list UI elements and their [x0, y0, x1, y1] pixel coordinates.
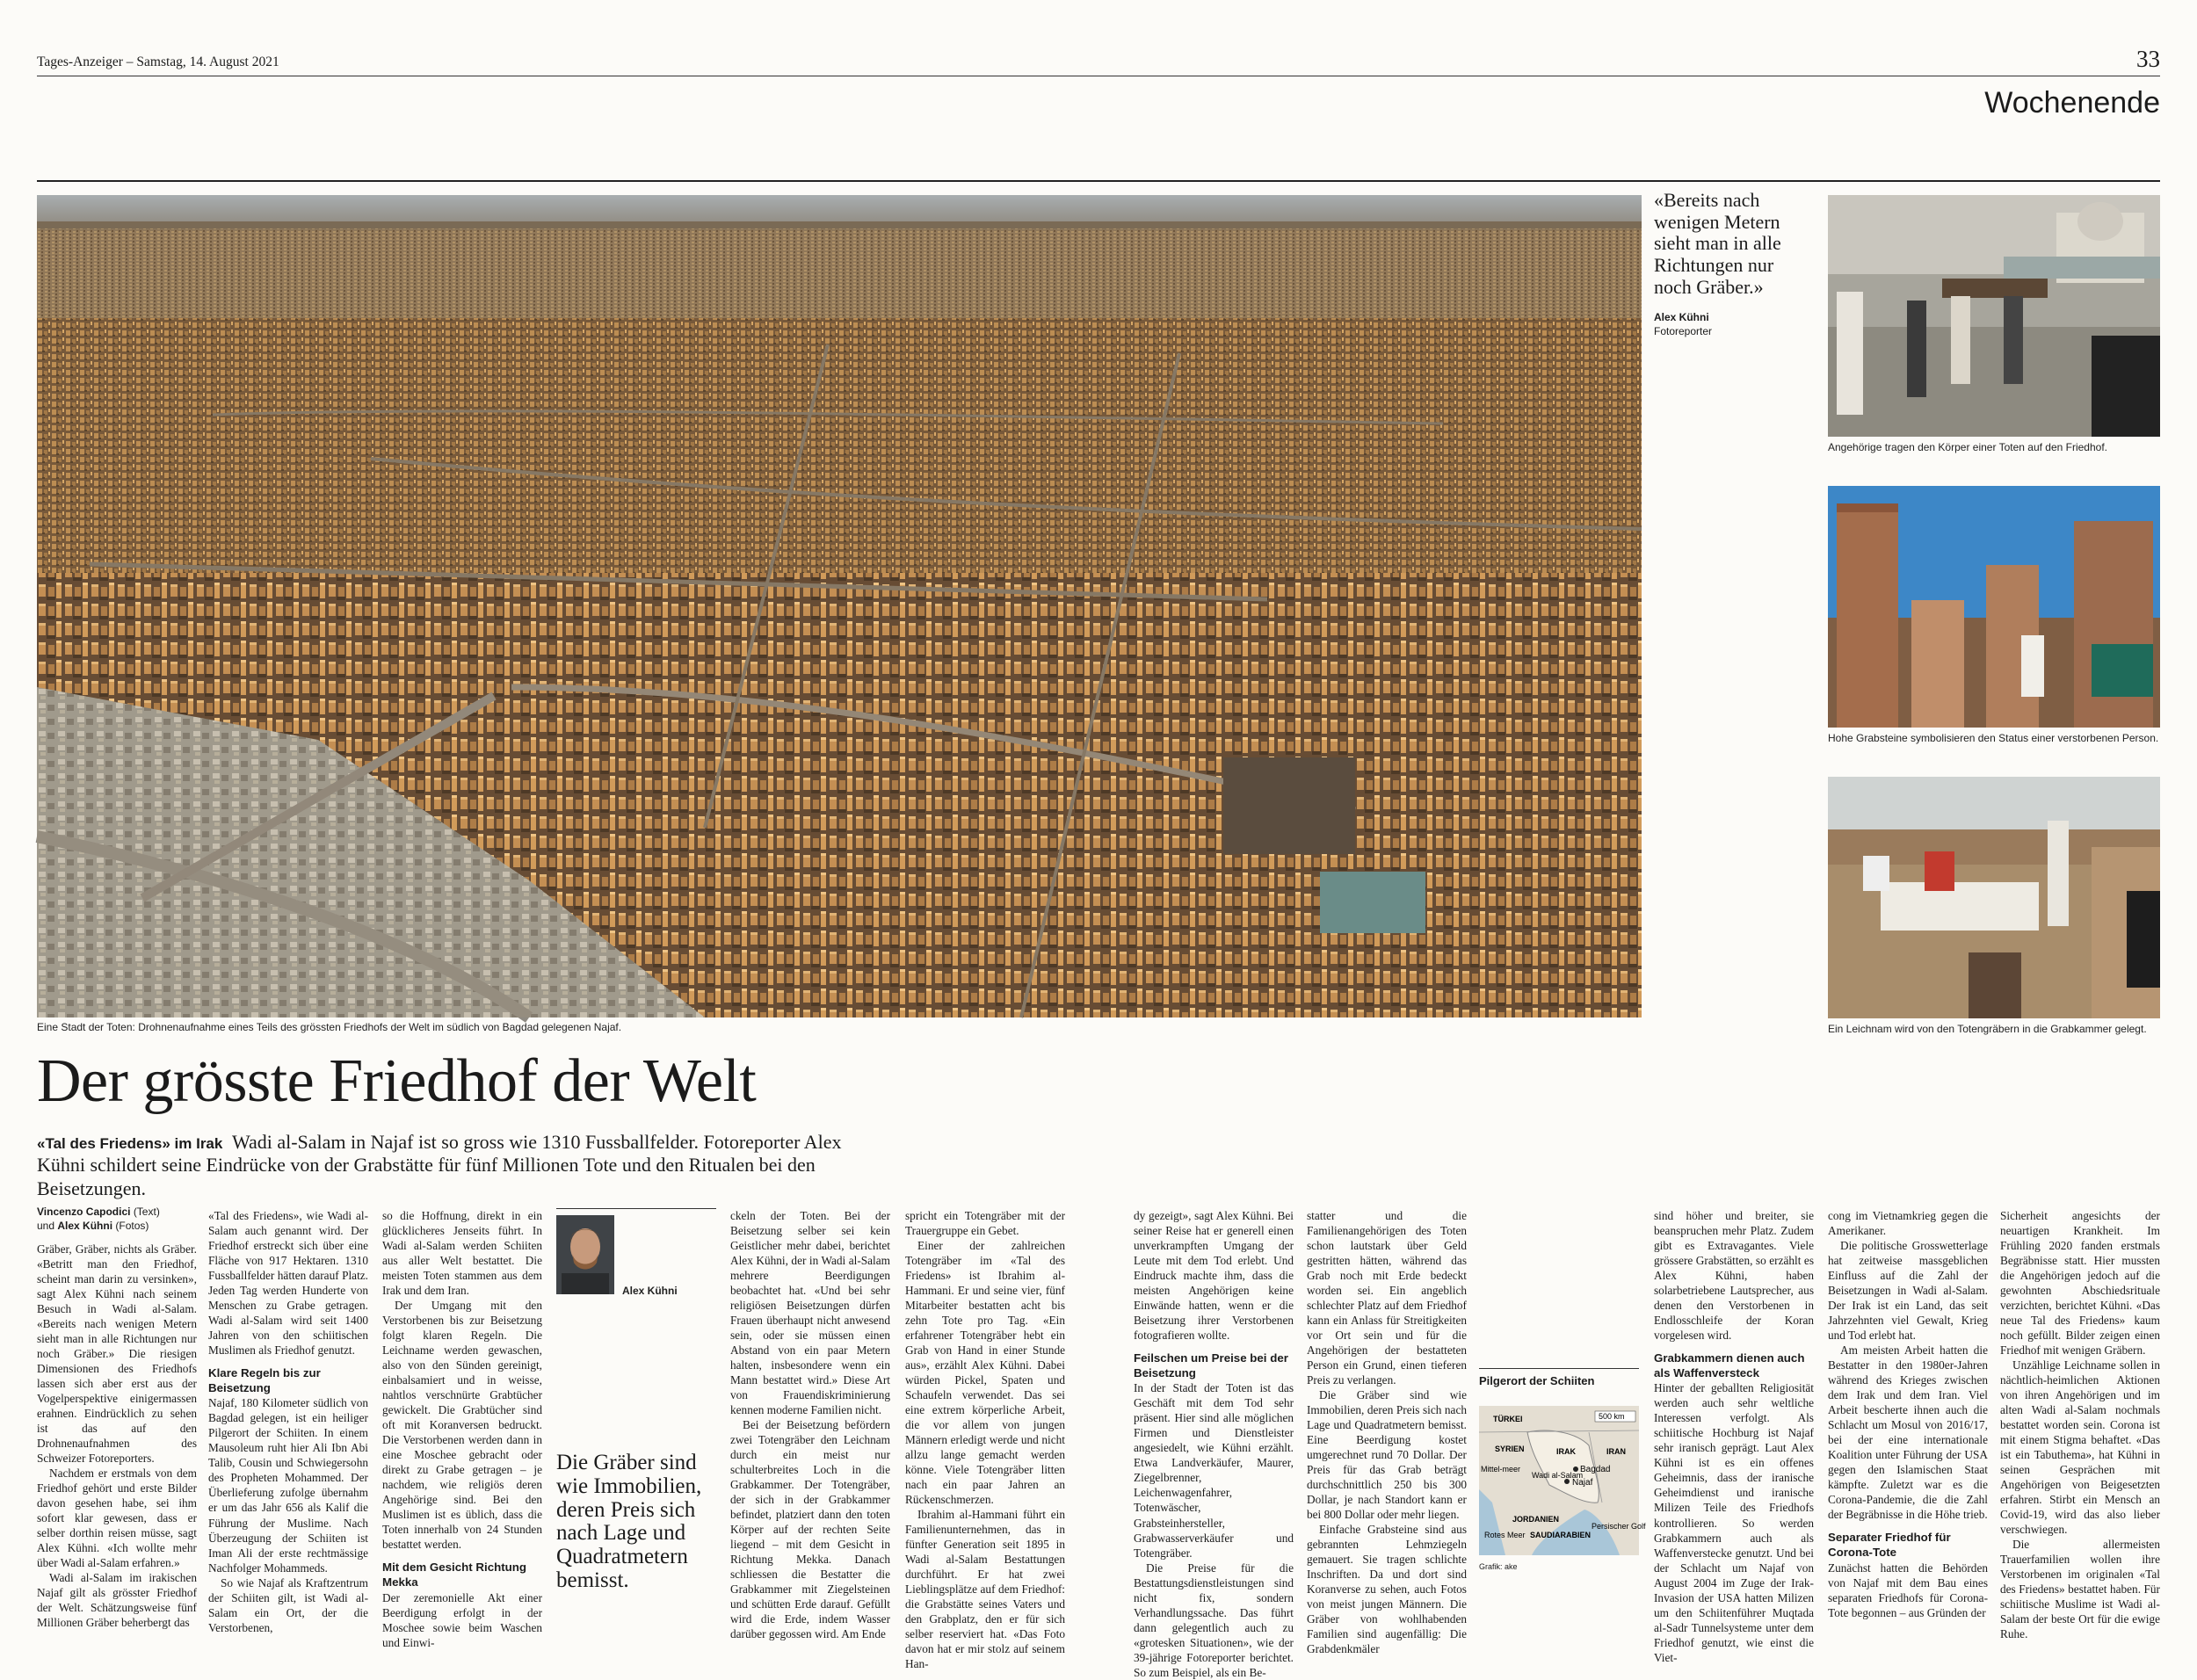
map-label-saudi: SAUDIARABIEN: [1530, 1531, 1592, 1539]
byline-photographer: Alex Kühni: [57, 1220, 113, 1233]
map-label-syria: SYRIEN: [1495, 1445, 1525, 1453]
side-photo-caption-2: Hohe Grabsteine symbolisieren den Status einer verstorbenen Person.: [1828, 732, 2159, 744]
article-column-6: [1134, 1208, 1294, 1680]
byline-author: Vincenzo Capodici: [37, 1206, 131, 1218]
portrait-rule: [556, 1208, 716, 1209]
map-title: Pilgerort der Schiiten: [1479, 1374, 1595, 1387]
paragraph: dy gezeigt», sagt Alex Kühni. Bei seiner Reise hat er generell einen unverkrampften Umgang der Leute mit dem Tod erlebt. Und Eindruck machte ihm, dass die meisten Angehörigen keine Einwände hatten, wenn er die Beisetzung ihrer Verstorbenen fotografieren wollte.: [1134, 1209, 1294, 1343]
paragraph: Ibrahim al-Hammani führt ein Familienunternehmen, das in fünfter Generation seit 1895 in Wadi al-Salam Bestattungen durchführt. Er hat zwei Lieblingsplätze auf dem Friedhof: die Grabstätte seines Vaters und den Grabplatz, den er für sich selber reserviert hat. «Das Foto davon hat er mir stolz auf seinem Han-: [905, 1508, 1065, 1671]
main-photo-cemetery-aerial: [37, 195, 1642, 1017]
article-column-3: [382, 1208, 542, 1650]
subheading: Separater Friedhof für Corona-Tote: [1828, 1531, 1951, 1559]
paragraph: Najaf, 180 Kilometer südlich von Bagdad gelegen, ist ein heiliger Pilgerort der Schiiten. In einem Mausoleum ruht hier Ali Ibn Abi Talib, Cousin und Schwiegersohn des Propheten Mohammed. Der Überlieferung zufolge übernahm er um das Jahr 656 als Kalif die Führung der Muslime. Nach Überzeugung der Schiiten ist Iman Ali der erste rechtmässige Nachfolger Mohammeds.: [208, 1396, 368, 1575]
quote-role: Fotoreporter: [1654, 325, 1713, 338]
subheading: Grabkammern dienen auch als Waffenversteck: [1654, 1351, 1805, 1379]
paragraph: Der Umgang mit den Verstorbenen bis zur Beisetzung folgt klaren Regeln. Die Leichname werden gewaschen, also von den Sünden gereinigt, einbalsamiert und in weisse, nahtlos verschnürte Grabtücher gewickelt. Die Grabtücher sind oft mit Koranversen bedruckt. Die Verstorbenen werden dann in eine Moschee gebracht oder direkt zu Grabe getragen – je nachdem, wie religiös deren Angehörige sind. Bei den Muslimen ist es üblich, dass die Toten innerhalb von 24 Stunden bestattet werden.: [382, 1299, 542, 1552]
paragraph: Hinter der geballten Religiosität werden auch sehr weltliche Interessen verfolgt. Als schiitische Hochburg ist Najaf sehr iranisch geprägt. Laut Alex Kühni ist es ein offenes Geheimnis, dass der iranische Geheimdienst und iranische Milizen Teile des Friedhofs kontrollieren. So werden Grabkammern auch als Waffenverstecke genutzt. Und bei der Schlacht um Najaf von August 2004 im Zuge der Irak-Invasion der USA hatten Milizen um den Schiitenführer Muqtada al-Sadr Tunnelsysteme unter dem Friedhof genutzt, wie einst die Viet-: [1654, 1381, 1814, 1664]
article-column-7: [1307, 1208, 1467, 1656]
article-column-2: [208, 1208, 368, 1635]
map-label-persian: Persischer Golf: [1592, 1522, 1646, 1531]
paragraph: sind höher und breiter, sie beanspruchen mehr Platz. Zudem gibt es Extravagantes. Viele grössere Grabstätten, so erzählt es Alex Kühni, haben solarbetriebene Lautsprecher, aus denen den Verstorbenen in Endlosschleife der Koran vorgelesen wird.: [1654, 1209, 1814, 1343]
lead-paragraph: [37, 1131, 872, 1200]
article-column-5: [905, 1208, 1065, 1671]
article-column-10: [2000, 1208, 2160, 1641]
byline-author-role: (Text): [133, 1206, 160, 1218]
side-photo-caption-3: Ein Leichnam wird von den Totengräbern in die Grabkammer gelegt.: [1828, 1023, 2147, 1035]
section-rule: [37, 180, 2160, 182]
paragraph: Der zeremonielle Akt einer Beerdigung erfolgt in der Moschee sowie beim Waschen und Einwi-: [382, 1590, 542, 1649]
article-column-1: [37, 1242, 197, 1630]
quote-attribution: [1654, 310, 1712, 338]
side-photo-tall-gravestones: [1828, 486, 2160, 728]
map-label-iran: IRAN: [1606, 1447, 1626, 1456]
portrait-caption: Alex Kühni: [622, 1285, 678, 1297]
subheading: Klare Regeln bis zur Beisetzung: [208, 1366, 321, 1394]
paragraph: so die Hoffnung, direkt in ein glücklicheres Jenseits führt. In Wadi al-Salam werden Schiiten aus aller Welt bestattet. Die meisten Toten stammen aus dem Irak und dem Iran.: [382, 1209, 542, 1298]
paragraph: Gräber, Gräber, nichts als Gräber. «Betritt man den Friedhof, scheint man darin zu versinken», sagt Alex Kühni nach seinem Besuch in Wadi al-Salam. «Bereits nach wenigen Metern sieht man in alle Richtungen nur noch Gräber.» Die riesigen Dimensionen des Friedhofs lassen sich aber erst aus der Vogelperspektive einigermassen erahnen. Eindrücklich zu sehen ist das auf den Drohnenaufnahmen des Schweizer Fotoreporters.: [37, 1242, 197, 1466]
subheading: Mit dem Gesicht Richtung Mekka: [382, 1561, 527, 1589]
paragraph: spricht ein Totengräber mit der Trauergruppe ein Gebet.: [905, 1209, 1065, 1238]
map-credit: Grafik: ake: [1479, 1562, 1518, 1571]
side-photo-gravediggers: [1828, 777, 2160, 1018]
masthead: Tages-Anzeiger – Samstag, 14. August 2021: [37, 54, 279, 69]
paragraph: Die Preise für die Bestattungsdienstleistungen sind nicht fix, sondern Verhandlungssache. Das führt dann gelegentlich auch zu «grotesken Situationen», wie der 39-jährige Fotoreporter berichtet. So zum Beispiel, als ein Be-: [1134, 1561, 1294, 1679]
map-label-red: Rotes Meer: [1484, 1531, 1526, 1539]
map-rule: [1479, 1368, 1639, 1369]
paragraph: «Tal des Friedens», wie Wadi al-Salam auch genannt wird. Der Friedhof erstreckt sich über eine Fläche von 917 Hektaren. 1310 Fussballfelder hätten darauf Platz. Jeden Tag werden Hunderte von Menschen zu Grabe getragen. Wadi al-Salam wird seit 1400 Jahren von den schiitischen Muslimen als Friedhof genutzt.: [208, 1209, 368, 1358]
quote-name: Alex Kühni: [1654, 311, 1709, 323]
subheading: Feilschen um Preise bei der Beisetzung: [1134, 1351, 1288, 1379]
page-number: 33: [2136, 46, 2160, 72]
article-column-9: [1828, 1208, 1988, 1620]
paragraph: Sicherheit angesichts der neuartigen Krankheit. Im Frühling 2020 fanden erstmals Begräbnisse statt. Hier mussten die Angehörigen jedoch auf die gewohnten Abschiedsrituale verzichten, berichtet Kühni. «Das neue Tal des Friedens» kaum noch gefüllt. Bilder zeigen einen Friedhof mit wenigen Gräbern.: [2000, 1209, 2160, 1358]
map-scale: 500 km: [1599, 1412, 1625, 1421]
lead-text: Wadi al-Salam in Najaf ist so gross wie 1310 Fussballfelder. Fotoreporter Alex Kühni schildert seine Eindrücke von der Grabstätte für fünf Millionen Tote und den Ritualen bei den Beisetzungen.: [37, 1131, 842, 1199]
map-label-med: Mittel-meer: [1481, 1465, 1521, 1474]
map-label-wadi: Wadi al-Salam: [1532, 1471, 1584, 1480]
article-column-4: [730, 1208, 890, 1641]
lead-kicker: «Tal des Friedens» im Irak: [37, 1135, 223, 1152]
section-title: Wochenende: [1984, 86, 2160, 119]
pull-quote: Die Gräber sind wie Immobilien, deren Preis sich nach Lage und Quadratmetern bemisst.: [556, 1451, 702, 1592]
map-label-jordan: JORDANIEN: [1512, 1515, 1560, 1524]
paragraph: Einer der zahlreichen Totengräber im «Tal des Friedens» ist Ibrahim al-Hammani. Er und seine vier, fünf Mitarbeiter bestatten acht bis zehn Tote pro Tag. «Ein erfahrener Totengräber hebt ein Grab von Hand in einer Stunde aus», erzählt Alex Kühni. Dabei würden Pickel, Spaten und Schaufeln verwendet. Das sei eine extrem körperliche Arbeit, die vor allem von jungen Männern erledigt werde und nicht allzu lange gemacht werden könne. Viele Totengräber litten nach ein paar Jahren an Rückenschmerzen.: [905, 1239, 1065, 1507]
byline-und: und: [37, 1220, 55, 1233]
paragraph: Die allermeisten Trauerfamilien wollen ihre Verstorbenen im originalen «Tal des Friedens» bestattet haben. Für schiitische Muslime ist Wadi al-Salam der beste Ort für die ewige Ruhe.: [2000, 1538, 2160, 1641]
article-column-8: [1654, 1208, 1814, 1665]
paragraph: Die Gräber sind wie Immobilien, deren Preis sich nach Lage und Quadratmetern bemisst. Eine Beerdigung kostet umgerechnet rund 70 Dollar. Der Preis für das Grab beträgt durchschnittlich 250 bis 300 Dollar, je nach Standort kann er bei 800 Dollar oder mehr liegen.: [1307, 1388, 1467, 1522]
map-pilgrimage: [1479, 1406, 1646, 1555]
paragraph: Nachdem er erstmals von dem Friedhof gehört und erste Bilder davon gesehen habe, sei ihm sofort klar gewesen, dass er selber dorthin reisen müsse, sagt Alex Kühni. «Ich wollte mehr über Wadi al-Salam erfahren.»: [37, 1466, 197, 1570]
paragraph: Einfache Grabsteine sind aus gebrannten Lehmziegeln gemauert. Sie tragen schlichte Inschriften. Da und dort sind Koranverse zu sehen, auch Fotos von meist jungen Männern. Die Gräber von wohlhabenden Familien sind augenfällig: Die Grabdenkmäler: [1307, 1523, 1467, 1656]
map-label-najaf: Najaf: [1572, 1478, 1593, 1488]
map-label-baghdad: Bagdad: [1580, 1465, 1611, 1474]
paragraph: Zunächst hatten die Behörden von Najaf mit dem Bau eines separaten Friedhofs für Corona-Tote begonnen – aus Gründen der: [1828, 1561, 1988, 1619]
side-photo-caption-1: Angehörige tragen den Körper einer Toten auf den Friedhof.: [1828, 441, 2107, 453]
paragraph: Unzählige Leichname sollen in nächtlich-heimlichen Aktionen von ihren Angehörigen und im alten Wadi al-Salam nochmals bestattet worden sein. Corona ist mit einem Stigma behaftet. «Das ist ein Tabuthema», hat Kühni in seinen Gesprächen mit Angehörigen von Beigesetzten erfahren. Stirbt ein Mensch an Covid-19, wird das also lieber verschwiegen.: [2000, 1358, 2160, 1537]
paragraph: So wie Najaf als Kraftzentrum der Schiiten gilt, ist Wadi al-Salam ein Ort, der die Verstorbenen,: [208, 1575, 368, 1634]
portrait-photo-alex-kuehni: [556, 1215, 614, 1294]
side-photo-mourners-carrying-body: [1828, 195, 2160, 437]
paragraph: In der Stadt der Toten ist das Geschäft mit dem Tod sehr präsent. Hier sind alle möglichen Firmen und Dienstleister angesiedelt, wie Kühni erzählt. Etwa Landverkäufer, Maurer, Ziegelbrenner, Leichenwagenfahrer, Totenwäscher, Grabsteinhersteller, Grabwasserverkäufer und Totengräber.: [1134, 1381, 1294, 1560]
main-photo-caption: Eine Stadt der Toten: Drohnenaufnahme eines Teils des grössten Friedhofs der Welt im südlich von Bagdad gelegenen Najaf.: [37, 1021, 622, 1033]
paragraph: cong im Vietnamkrieg gegen die Amerikaner.: [1828, 1209, 1988, 1238]
byline-photographer-role: (Fotos): [115, 1220, 149, 1233]
paragraph: ckeln der Toten. Bei der Beisetzung selber sei kein Geistlicher mehr dabei, berichtet Alex Kühni, der in Wadi al-Salam mehrere Beerdigungen beobachtet hat. «Und bei sehr religiösen Beisetzungen dürfen Frauen überhaupt nicht anwesend sein, oder sie müssen einen Abstand von ein paar Metern halten, insbesondere wenn ein Mann bestattet wird.» Diese Art von Frauendiskriminierung kennen moderne Familien nicht.: [730, 1209, 890, 1417]
byline: [37, 1205, 197, 1233]
paragraph: Wadi al-Salam im irakischen Najaf gilt als grösster Friedhof der Welt. Schätzungsweise fünf Millionen Gräber beherbergt das: [37, 1571, 197, 1630]
paragraph: statter und die Familienangehörigen des Toten schon lautstark über Geld gestritten hätten, während das Grab noch mit Erde bedeckt worden sei. Ein angeblich schlechter Platz auf dem Friedhof kann ein Anlass für Streitigkeiten vor Ort sein und für die Angehörigen der bestatteten Person ein Grund, einen tieferen Preis zu verlangen.: [1307, 1209, 1467, 1387]
headline: Der grösste Friedhof der Welt: [37, 1047, 757, 1115]
paragraph: Die politische Grosswetterlage hat zeitweise massgeblichen Einfluss auf die Zahl der Beisetzungen in Wadi al-Salam. Der Irak ist ein Land, das seit Jahrzehnten viel Gewalt, Krieg und Tod erlebt hat.: [1828, 1239, 1988, 1343]
map-label-iraq: IRAK: [1556, 1447, 1576, 1456]
map-label-turkey: TÜRKEI: [1493, 1415, 1523, 1423]
paragraph: Am meisten Arbeit hatten die Bestatter in den 1980er-Jahren während des Krieges zwischen dem Irak und dem Iran. Viel Arbeit bescherte ihnen auch die Schlacht um Mosul von 2016/17, bei der eine internationale Koalition unter Führung der USA gegen den Islamischen Staat kämpfte. Zuletzt war es die Corona-Pandemie, die die Zahl der Begräbnisse in die Höhe trieb.: [1828, 1343, 1988, 1522]
paragraph: Bei der Beisetzung befördern zwei Totengräber den Leichnam durch ein meist nur schulterbreites Loch in die Grabkammer. Der Totengräber, der sich in der Grabkammer befindet, platziert dann den toten Körper auf der rechten Seite liegend – mit dem Gesicht in Richtung Mekka. Danach schliessen die Bestatter die Grabkammer mit Ziegelsteinen und schütten Erde darauf. Gefüllt wird die Erde, indem Wasser darüber gegossen wird. Am Ende: [730, 1418, 890, 1641]
photographer-quote: «Bereits nach wenigen Metern sieht man in alle Richtungen nur noch Gräber.»: [1654, 189, 1781, 298]
